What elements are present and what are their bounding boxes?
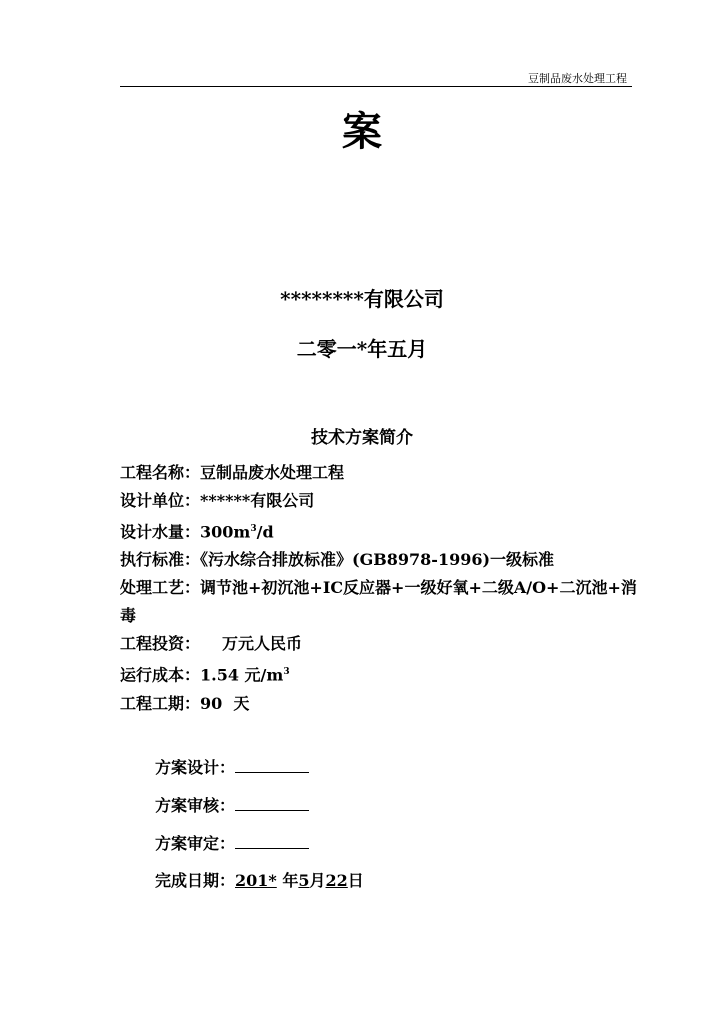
cost-sup: 3 — [283, 667, 290, 678]
completion-month-unit: 月 — [309, 871, 326, 890]
standard-value: 《污水综合排放标准》(GB8978-1996)一级标准 — [200, 550, 555, 570]
cost-row — [120, 658, 640, 689]
completion-month: 5 — [298, 871, 310, 890]
title-character: 案 — [342, 109, 382, 155]
review-signoff-line — [235, 794, 309, 811]
investment-label: 工程投资： — [120, 634, 201, 654]
design-signoff-label: 方案设计： — [155, 758, 236, 777]
design-water-unit: /d — [256, 522, 274, 542]
company-name: ********有限公司 — [280, 287, 444, 311]
design-water-label: 设计水量： — [120, 522, 201, 542]
cost-value: 1.54 元/m — [200, 665, 284, 685]
design-unit-row — [120, 487, 640, 515]
investment-value: 万元人民币 — [222, 634, 303, 654]
design-water-value: 300m — [200, 522, 251, 542]
project-name-row — [120, 459, 640, 487]
running-header: 豆制品废水处理工程 — [528, 72, 627, 85]
approve-signoff-line — [235, 832, 309, 849]
process-row — [120, 574, 640, 630]
completion-day-unit: 日 — [347, 871, 364, 890]
standard-row — [120, 546, 640, 574]
standard-label: 执行标准： — [120, 550, 201, 570]
completion-year: 201* — [235, 871, 277, 890]
completion-day: 22 — [325, 871, 348, 890]
completion-year-unit: 年 — [282, 871, 299, 890]
project-name-label: 工程名称： — [120, 463, 201, 482]
process-label: 处理工艺： — [120, 578, 201, 598]
project-info — [120, 459, 640, 718]
review-signoff-label: 方案审核： — [155, 796, 236, 815]
approve-signoff-label: 方案审定： — [155, 834, 236, 853]
document-date: 二零一*年五月 — [296, 337, 428, 361]
header-rule — [120, 86, 632, 87]
completion-date — [155, 868, 364, 891]
section-title: 技术方案简介 — [311, 428, 413, 448]
investment-row — [120, 630, 640, 658]
design-unit-value: ******有限公司 — [200, 491, 315, 510]
review-signoff — [155, 793, 309, 816]
period-label: 工程工期： — [120, 693, 201, 713]
design-water-sup: 3 — [250, 524, 257, 534]
process-value: 调节池+初沉池+IC反应器+一级好氧+二级A/O+二沉池+消毒 — [120, 578, 637, 626]
approve-signoff — [155, 831, 309, 854]
completion-date-label: 完成日期： — [155, 871, 236, 890]
period-value: 90 天 — [200, 693, 250, 713]
design-signoff-line — [235, 756, 309, 773]
design-unit-label: 设计单位： — [120, 491, 201, 510]
project-name-value: 豆制品废水处理工程 — [200, 463, 345, 482]
design-water-row — [120, 515, 640, 546]
design-signoff — [155, 755, 309, 778]
cost-label: 运行成本： — [120, 665, 201, 685]
period-row — [120, 690, 640, 718]
